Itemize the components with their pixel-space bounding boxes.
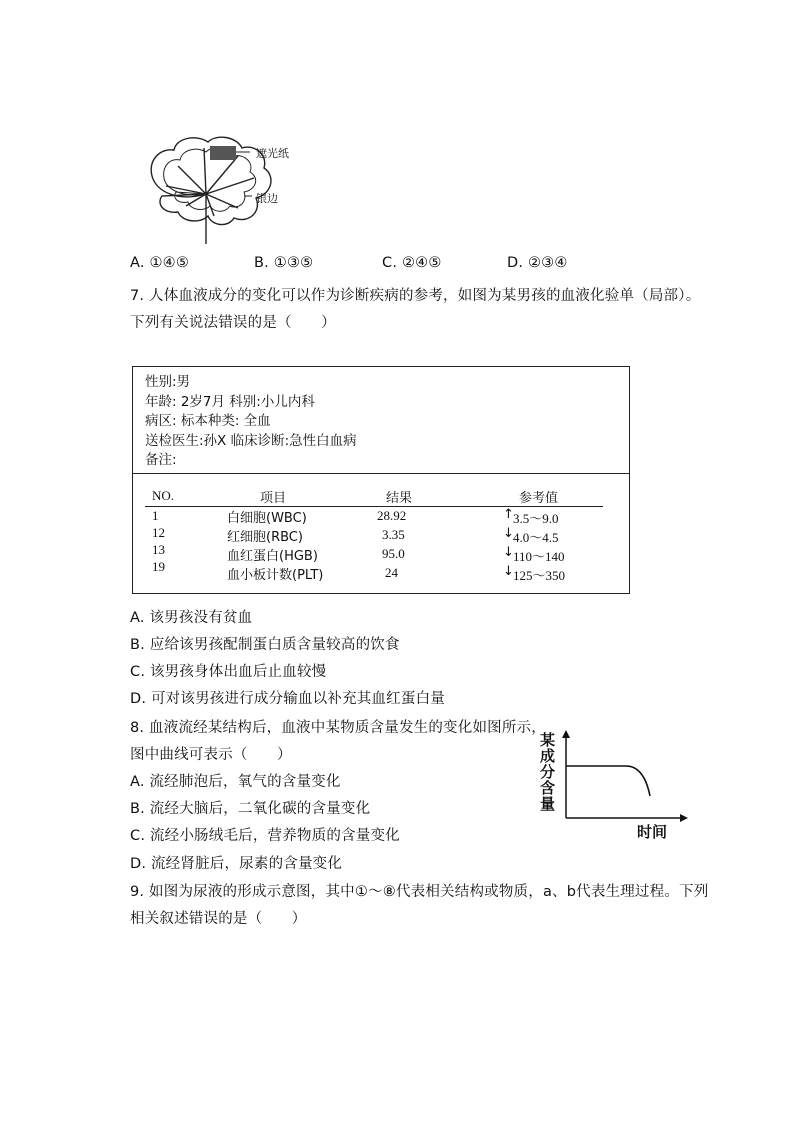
graph-svg [538,728,698,838]
q6-option-d[interactable]: D. ②③④ [507,255,568,271]
y-axis-arrow-icon [562,730,570,738]
row-item: 血小板计数(PLT) [227,568,324,583]
q7-option-b[interactable]: B. 应给该男孩配制蛋白质含量较高的饮食 [130,637,400,653]
row-no: 13 [152,542,165,557]
report-header-divider [145,506,603,507]
q8-option-d[interactable]: D. 流经肾脏后，尿素的含量变化 [130,856,343,872]
row-ref: 110～140 [513,549,565,564]
row-result: 3.35 [382,527,405,542]
q7-option-d[interactable]: D. 可对该男孩进行成分输血以补充其血红蛋白量 [130,691,445,707]
q7-option-a[interactable]: A. 该男孩没有贫血 [130,610,253,626]
report-meta-age: 年龄: 2岁7月 科别:小儿内科 [145,393,315,410]
report-header-ref: 参考值 [519,491,559,506]
report-meta-gender: 性别:男 [145,374,191,390]
row-ref: 125～350 [513,568,566,583]
report-header-no: NO. [152,488,175,503]
report-meta-ward: 病区: 标本种类: 全血 [145,413,271,429]
content-change-graph [538,728,698,838]
arrow-down-icon: ↓ [503,545,514,560]
label-silver-edge: 银边 [256,192,278,205]
graph-xlabel: 时间 [637,823,668,841]
row-ref: 3.5～9.0 [513,511,559,526]
row-no: 1 [152,508,159,523]
row-result: 28.92 [377,508,407,523]
graph-ylabel: 某成分含量 [540,731,556,813]
q8-stem-line2: 图中曲线可表示（ ） [130,747,292,763]
report-header-result: 结果 [386,491,413,506]
q6-option-b[interactable]: B. ①③⑤ [254,255,314,271]
q7-stem-line2: 下列有关说法错误的是（ ） [130,315,336,331]
report-meta-notes: 备注: [145,452,177,468]
q9-stem-line1: 9. 如图为尿液的形成示意图，其中①～⑧代表相关结构或物质，a、b代表生理过程。下列 [130,884,709,900]
blood-test-report [132,366,630,594]
row-item: 白细胞(WBC) [227,511,307,526]
q8-option-b[interactable]: B. 流经大脑后，二氧化碳的含量变化 [130,801,371,817]
report-header-item: 项目 [260,491,287,506]
q8-stem-line1: 8. 血液流经某结构后，血液中某物质含量发生的变化如图所示， [130,720,546,736]
q8-option-a[interactable]: A. 流经肺泡后，氧气的含量变化 [130,774,341,790]
row-result: 95.0 [382,546,405,561]
report-divider [133,473,629,474]
arrow-down-icon: ↓ [503,564,514,579]
q9-stem-line2: 相关叙述错误的是（ ） [130,911,307,927]
q6-option-a[interactable]: A. ①④⑤ [130,255,190,271]
arrow-up-icon: ↑ [503,507,514,522]
row-ref: 4.0～4.5 [513,530,559,545]
curve-line [566,766,650,796]
row-no: 19 [152,559,165,574]
report-meta-doctor: 送检医生:孙X 临床诊断:急性白血病 [145,432,357,449]
x-axis-arrow-icon [680,814,688,822]
row-result: 24 [385,565,398,580]
q7-stem-line1: 7. 人体血液成分的变化可以作为诊断疾病的参考，如图为某男孩的血液化验单（局部）。 [130,288,701,304]
q6-options [130,255,730,275]
row-no: 12 [152,525,165,540]
shading-paper-patch [210,146,236,160]
q8-option-c[interactable]: C. 流经小肠绒毛后，营养物质的含量变化 [130,828,400,844]
q6-option-c[interactable]: C. ②④⑤ [382,255,442,271]
label-shading-paper: 遮光纸 [256,147,289,160]
arrow-down-icon: ↓ [503,526,514,541]
report-meta [145,373,357,471]
row-item: 红细胞(RBC) [227,530,303,545]
row-item: 血红蛋白(HGB) [227,549,318,564]
q7-option-c[interactable]: C. 该男孩身体出血后止血较慢 [130,664,327,680]
